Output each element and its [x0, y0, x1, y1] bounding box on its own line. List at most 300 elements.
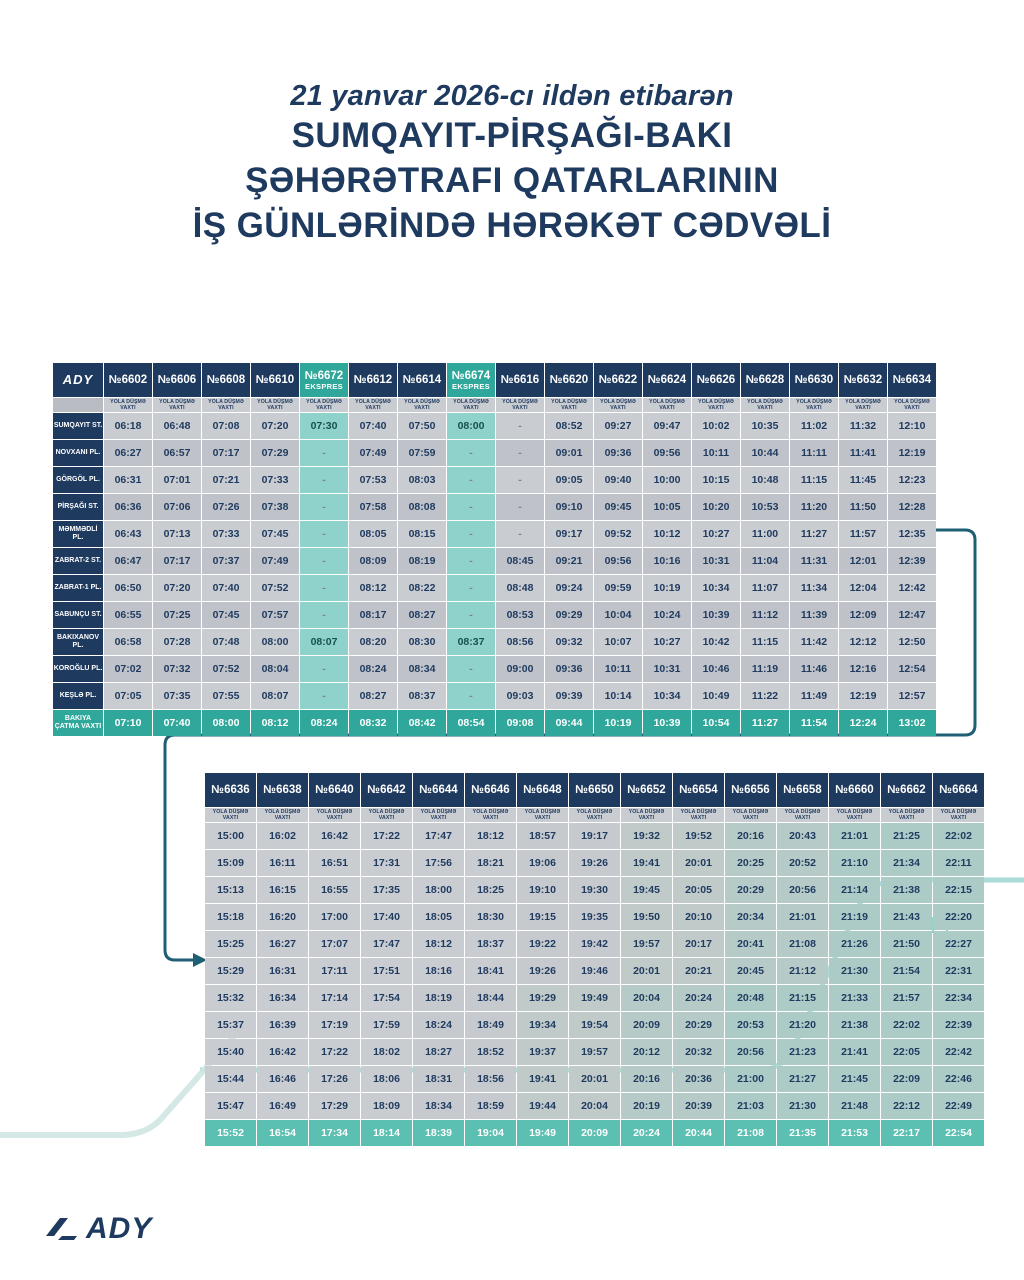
- time-cell: 21:35: [777, 1120, 828, 1146]
- time-cell: 15:44: [205, 1066, 256, 1092]
- time-cell: 11:50: [839, 494, 887, 520]
- depart-time-label: YOLA DÜŞMƏ VAXTI: [594, 398, 642, 412]
- train-number-header: [349, 363, 397, 397]
- train-number: №6612: [353, 373, 393, 386]
- ady-logo-text: ADY: [62, 372, 94, 387]
- time-cell: 17:56: [413, 850, 464, 876]
- time-cell: 08:05: [349, 521, 397, 547]
- time-cell: 07:55: [202, 683, 250, 709]
- train-number: №6660: [835, 783, 874, 796]
- time-cell: 08:24: [300, 710, 348, 736]
- time-cell: -: [447, 494, 495, 520]
- time-cell: 09:45: [594, 494, 642, 520]
- depart-time-label: YOLA DÜŞMƏ VAXTI: [881, 808, 932, 822]
- train-number-header: [569, 773, 620, 807]
- time-cell: 07:02: [104, 656, 152, 682]
- time-cell: 08:30: [398, 629, 446, 655]
- time-cell: 15:18: [205, 904, 256, 930]
- time-cell: 11:42: [790, 629, 838, 655]
- station-name: BAKIXANOV PL.: [53, 629, 103, 655]
- time-cell: 18:31: [413, 1066, 464, 1092]
- time-cell: 19:44: [517, 1093, 568, 1119]
- train-number-header: [300, 363, 348, 397]
- time-cell: 06:31: [104, 467, 152, 493]
- time-cell: 19:49: [517, 1120, 568, 1146]
- depart-time-label: YOLA DÜŞMƏ VAXTI: [839, 398, 887, 412]
- time-cell: 15:13: [205, 877, 256, 903]
- time-cell: 10:34: [643, 683, 691, 709]
- station-name: KOROĞLU PL.: [53, 656, 103, 682]
- time-cell: 09:03: [496, 683, 544, 709]
- time-cell: 20:16: [621, 1066, 672, 1092]
- time-cell: 10:20: [692, 494, 740, 520]
- time-cell: 11:39: [790, 602, 838, 628]
- train-number: №6642: [367, 783, 406, 796]
- time-cell: 12:10: [888, 413, 936, 439]
- time-cell: 08:27: [398, 602, 446, 628]
- time-cell: 21:57: [881, 985, 932, 1011]
- train-number: №6602: [108, 373, 148, 386]
- time-cell: -: [496, 467, 544, 493]
- time-cell: 20:19: [621, 1093, 672, 1119]
- train-number-header: [413, 773, 464, 807]
- time-cell: 11:11: [790, 440, 838, 466]
- time-cell: 20:48: [725, 985, 776, 1011]
- header-line-1: 21 yanvar 2026-cı ildən etibarən: [290, 80, 734, 112]
- time-cell: 10:44: [741, 440, 789, 466]
- time-cell: 11:02: [790, 413, 838, 439]
- time-cell: 08:24: [349, 656, 397, 682]
- time-cell: 18:19: [413, 985, 464, 1011]
- depart-time-label: YOLA DÜŞMƏ VAXTI: [153, 398, 201, 412]
- header-line-4: İŞ GÜNLƏRİNDƏ HƏRƏKƏT CƏDVƏLİ: [192, 205, 832, 245]
- time-cell: 07:01: [153, 467, 201, 493]
- time-cell: 12:42: [888, 575, 936, 601]
- time-cell: -: [300, 656, 348, 682]
- time-cell: 16:42: [309, 823, 360, 849]
- time-cell: -: [300, 494, 348, 520]
- depart-time-label: YOLA DÜŞMƏ VAXTI: [465, 808, 516, 822]
- time-cell: 20:01: [621, 958, 672, 984]
- time-cell: 22:05: [881, 1039, 932, 1065]
- train-number-header: [888, 363, 936, 397]
- time-cell: 19:41: [621, 850, 672, 876]
- depart-time-label: YOLA DÜŞMƏ VAXTI: [205, 808, 256, 822]
- train-number-header: [496, 363, 544, 397]
- time-cell: 21:23: [777, 1039, 828, 1065]
- time-cell: -: [447, 683, 495, 709]
- time-cell: 10:04: [594, 602, 642, 628]
- evening-schedule-table: [204, 772, 985, 1147]
- time-cell: 22:02: [881, 1012, 932, 1038]
- time-cell: 21:08: [725, 1120, 776, 1146]
- train-number-header: [361, 773, 412, 807]
- time-cell: 07:52: [202, 656, 250, 682]
- time-cell: 20:01: [569, 1066, 620, 1092]
- station-name: MƏMMƏDLİ PL.: [53, 521, 103, 547]
- time-cell: 20:56: [725, 1039, 776, 1065]
- time-cell: -: [496, 521, 544, 547]
- time-cell: 20:24: [621, 1120, 672, 1146]
- time-cell: 16:20: [257, 904, 308, 930]
- time-cell: 11:15: [741, 629, 789, 655]
- time-cell: 20:01: [673, 850, 724, 876]
- train-number: №6648: [523, 783, 562, 796]
- time-cell: 18:39: [413, 1120, 464, 1146]
- time-cell: 12:23: [888, 467, 936, 493]
- time-cell: 10:27: [643, 629, 691, 655]
- time-cell: 19:06: [517, 850, 568, 876]
- time-cell: 18:24: [413, 1012, 464, 1038]
- depart-time-label: YOLA DÜŞMƏ VAXTI: [104, 398, 152, 412]
- time-cell: -: [447, 575, 495, 601]
- depart-time-label: YOLA DÜŞMƏ VAXTI: [517, 808, 568, 822]
- time-cell: 16:39: [257, 1012, 308, 1038]
- time-cell: 11:00: [741, 521, 789, 547]
- time-cell: -: [447, 548, 495, 574]
- time-cell: 10:39: [692, 602, 740, 628]
- time-cell: 07:20: [153, 575, 201, 601]
- time-cell: 11:46: [790, 656, 838, 682]
- time-cell: 19:35: [569, 904, 620, 930]
- time-cell: 17:14: [309, 985, 360, 1011]
- time-cell: -: [496, 494, 544, 520]
- time-cell: 12:50: [888, 629, 936, 655]
- time-cell: 12:01: [839, 548, 887, 574]
- time-cell: 21:50: [881, 931, 932, 957]
- table-row: [205, 1066, 984, 1092]
- depart-time-label: YOLA DÜŞMƏ VAXTI: [888, 398, 936, 412]
- train-number-header: [104, 363, 152, 397]
- depart-time-label: YOLA DÜŞMƏ VAXTI: [673, 808, 724, 822]
- time-cell: 19:15: [517, 904, 568, 930]
- time-cell: 20:41: [725, 931, 776, 957]
- time-cell: 15:29: [205, 958, 256, 984]
- time-cell: 08:07: [251, 683, 299, 709]
- time-cell: 06:48: [153, 413, 201, 439]
- time-cell: 11:04: [741, 548, 789, 574]
- time-cell: 18:52: [465, 1039, 516, 1065]
- time-cell: 07:49: [349, 440, 397, 466]
- time-cell: 07:33: [202, 521, 250, 547]
- depart-time-label: YOLA DÜŞMƏ VAXTI: [413, 808, 464, 822]
- time-cell: 22:11: [933, 850, 984, 876]
- time-cell: 21:38: [829, 1012, 880, 1038]
- time-cell: 22:49: [933, 1093, 984, 1119]
- time-cell: 20:44: [673, 1120, 724, 1146]
- ekspres-label: EKSPRES: [305, 381, 343, 391]
- table-row: [53, 656, 936, 682]
- time-cell: 21:08: [777, 931, 828, 957]
- table-row: [53, 629, 936, 655]
- time-cell: 10:14: [594, 683, 642, 709]
- time-cell: 18:16: [413, 958, 464, 984]
- time-cell: 20:10: [673, 904, 724, 930]
- time-cell: 08:20: [349, 629, 397, 655]
- time-cell: 22:31: [933, 958, 984, 984]
- train-number-header: [594, 363, 642, 397]
- time-cell: 21:38: [881, 877, 932, 903]
- table-row: [53, 521, 936, 547]
- train-number: №6644: [419, 783, 458, 796]
- train-number-header: [673, 773, 724, 807]
- time-cell: 10:00: [643, 467, 691, 493]
- time-cell: 18:27: [413, 1039, 464, 1065]
- time-cell: 08:52: [545, 413, 593, 439]
- time-cell: -: [300, 575, 348, 601]
- time-cell: 20:16: [725, 823, 776, 849]
- time-cell: 19:04: [465, 1120, 516, 1146]
- time-cell: 09:40: [594, 467, 642, 493]
- time-cell: 12:09: [839, 602, 887, 628]
- time-cell: 07:30: [300, 413, 348, 439]
- time-cell: 09:01: [545, 440, 593, 466]
- time-cell: 12:04: [839, 575, 887, 601]
- train-number: №6646: [471, 783, 510, 796]
- depart-time-label: YOLA DÜŞMƏ VAXTI: [398, 398, 446, 412]
- time-cell: 11:19: [741, 656, 789, 682]
- time-cell: 15:37: [205, 1012, 256, 1038]
- time-cell: 12:35: [888, 521, 936, 547]
- train-number: №6610: [255, 373, 295, 386]
- time-cell: 12:28: [888, 494, 936, 520]
- time-cell: 20:29: [725, 877, 776, 903]
- time-cell: 20:09: [569, 1120, 620, 1146]
- train-number: №6658: [783, 783, 822, 796]
- train-number: №6616: [500, 373, 540, 386]
- time-cell: 21:00: [725, 1066, 776, 1092]
- train-number-header: [839, 363, 887, 397]
- time-cell: 08:27: [349, 683, 397, 709]
- time-cell: 22:27: [933, 931, 984, 957]
- time-cell: 10:12: [643, 521, 691, 547]
- time-cell: 16:42: [257, 1039, 308, 1065]
- table-row: [205, 823, 984, 849]
- time-cell: 15:40: [205, 1039, 256, 1065]
- time-cell: 07:17: [153, 548, 201, 574]
- train-number: №6654: [679, 783, 718, 796]
- time-cell: 08:07: [300, 629, 348, 655]
- time-cell: 08:22: [398, 575, 446, 601]
- time-cell: 10:46: [692, 656, 740, 682]
- train-number-header: [517, 773, 568, 807]
- ady-logo-cell: [53, 363, 103, 397]
- time-cell: 21:53: [829, 1120, 880, 1146]
- time-cell: 06:47: [104, 548, 152, 574]
- time-cell: -: [300, 467, 348, 493]
- ekspres-label: EKSPRES: [452, 381, 490, 391]
- time-cell: 09:36: [594, 440, 642, 466]
- depart-time-label: YOLA DÜŞMƏ VAXTI: [829, 808, 880, 822]
- time-cell: 19:57: [569, 1039, 620, 1065]
- time-cell: 20:21: [673, 958, 724, 984]
- time-cell: 16:55: [309, 877, 360, 903]
- train-number-header: [777, 773, 828, 807]
- time-cell: 22:39: [933, 1012, 984, 1038]
- time-cell: 08:54: [447, 710, 495, 736]
- table-row: [205, 877, 984, 903]
- time-cell: 07:45: [251, 521, 299, 547]
- time-cell: 07:53: [349, 467, 397, 493]
- time-cell: 10:34: [692, 575, 740, 601]
- train-number: №6656: [731, 783, 770, 796]
- time-cell: 12:39: [888, 548, 936, 574]
- table-row: [205, 1039, 984, 1065]
- time-cell: 10:27: [692, 521, 740, 547]
- depart-time-label: YOLA DÜŞMƏ VAXTI: [790, 398, 838, 412]
- time-cell: 08:45: [496, 548, 544, 574]
- table-row: [205, 1120, 984, 1146]
- time-cell: 18:59: [465, 1093, 516, 1119]
- train-number-header: [447, 363, 495, 397]
- time-cell: 21:30: [777, 1093, 828, 1119]
- table-row: [53, 413, 936, 439]
- depart-time-label: YOLA DÜŞMƏ VAXTI: [692, 398, 740, 412]
- time-cell: 07:08: [202, 413, 250, 439]
- time-cell: 18:00: [413, 877, 464, 903]
- train-number: №6614: [402, 373, 442, 386]
- time-cell: 15:32: [205, 985, 256, 1011]
- train-number: №6674: [451, 369, 491, 382]
- time-cell: 10:15: [692, 467, 740, 493]
- time-cell: 15:47: [205, 1093, 256, 1119]
- train-number-header: [621, 773, 672, 807]
- time-cell: 19:41: [517, 1066, 568, 1092]
- time-cell: 10:39: [643, 710, 691, 736]
- time-cell: 15:09: [205, 850, 256, 876]
- time-cell: 21:41: [829, 1039, 880, 1065]
- time-cell: 07:40: [202, 575, 250, 601]
- time-cell: 06:43: [104, 521, 152, 547]
- time-cell: 15:00: [205, 823, 256, 849]
- time-cell: 19:42: [569, 931, 620, 957]
- time-cell: 10:54: [692, 710, 740, 736]
- time-cell: 06:18: [104, 413, 152, 439]
- time-cell: 22:17: [881, 1120, 932, 1146]
- time-cell: 21:27: [777, 1066, 828, 1092]
- train-number-header: [251, 363, 299, 397]
- time-cell: 10:11: [692, 440, 740, 466]
- time-cell: 10:19: [643, 575, 691, 601]
- train-number-header: [725, 773, 776, 807]
- time-cell: 10:07: [594, 629, 642, 655]
- time-cell: 08:12: [349, 575, 397, 601]
- time-cell: 10:42: [692, 629, 740, 655]
- depart-time-label: YOLA DÜŞMƏ VAXTI: [202, 398, 250, 412]
- train-number: №6636: [211, 783, 250, 796]
- time-cell: 18:44: [465, 985, 516, 1011]
- time-cell: 22:42: [933, 1039, 984, 1065]
- time-cell: 08:34: [398, 656, 446, 682]
- footer-logo-text: ADY: [86, 1212, 153, 1245]
- train-number-header: [790, 363, 838, 397]
- depart-time-label: YOLA DÜŞMƏ VAXTI: [447, 398, 495, 412]
- time-cell: 07:28: [153, 629, 201, 655]
- time-cell: 17:19: [309, 1012, 360, 1038]
- time-cell: 07:06: [153, 494, 201, 520]
- time-cell: 17:47: [361, 931, 412, 957]
- morning-schedule-table: [52, 362, 937, 737]
- time-cell: 09:56: [594, 548, 642, 574]
- train-number: №6640: [315, 783, 354, 796]
- time-cell: 16:27: [257, 931, 308, 957]
- train-number: №6664: [939, 783, 978, 796]
- time-cell: 11:45: [839, 467, 887, 493]
- time-cell: 09:44: [545, 710, 593, 736]
- station-name: NOVXANI PL.: [53, 440, 103, 466]
- time-cell: 19:45: [621, 877, 672, 903]
- time-cell: 21:10: [829, 850, 880, 876]
- station-name: ZABRAT-1 PL.: [53, 575, 103, 601]
- time-cell: 07:50: [398, 413, 446, 439]
- time-cell: 19:17: [569, 823, 620, 849]
- time-cell: 18:12: [413, 931, 464, 957]
- time-cell: 19:37: [517, 1039, 568, 1065]
- time-cell: 07:45: [202, 602, 250, 628]
- time-cell: 15:25: [205, 931, 256, 957]
- time-cell: 11:22: [741, 683, 789, 709]
- time-cell: 16:54: [257, 1120, 308, 1146]
- time-cell: 19:32: [621, 823, 672, 849]
- train-number: №6650: [575, 783, 614, 796]
- depart-time-label: YOLA DÜŞMƏ VAXTI: [569, 808, 620, 822]
- time-cell: 06:36: [104, 494, 152, 520]
- time-cell: 09:05: [545, 467, 593, 493]
- train-number-header: [309, 773, 360, 807]
- time-cell: -: [447, 602, 495, 628]
- train-number: №6638: [263, 783, 302, 796]
- time-cell: 10:24: [643, 602, 691, 628]
- time-cell: 21:43: [881, 904, 932, 930]
- time-cell: 07:52: [251, 575, 299, 601]
- time-cell: 10:31: [692, 548, 740, 574]
- train-number-header: [933, 773, 984, 807]
- time-cell: 19:26: [517, 958, 568, 984]
- time-cell: 21:48: [829, 1093, 880, 1119]
- time-cell: -: [300, 521, 348, 547]
- time-cell: 21:01: [777, 904, 828, 930]
- train-number: №6634: [892, 373, 932, 386]
- time-cell: 20:43: [777, 823, 828, 849]
- time-cell: 20:56: [777, 877, 828, 903]
- depart-time-label: YOLA DÜŞMƏ VAXTI: [643, 398, 691, 412]
- time-cell: 18:21: [465, 850, 516, 876]
- time-cell: 20:52: [777, 850, 828, 876]
- train-number: №6652: [627, 783, 666, 796]
- time-cell: 18:14: [361, 1120, 412, 1146]
- time-cell: 22:12: [881, 1093, 932, 1119]
- time-cell: 09:29: [545, 602, 593, 628]
- time-cell: 09:59: [594, 575, 642, 601]
- time-cell: 09:24: [545, 575, 593, 601]
- depart-time-label: YOLA DÜŞMƏ VAXTI: [777, 808, 828, 822]
- time-cell: 16:15: [257, 877, 308, 903]
- time-cell: 08:42: [398, 710, 446, 736]
- time-cell: 07:26: [202, 494, 250, 520]
- time-cell: 16:11: [257, 850, 308, 876]
- table-row: [205, 1093, 984, 1119]
- time-cell: 09:36: [545, 656, 593, 682]
- poster-header: [0, 0, 1024, 249]
- time-cell: 16:51: [309, 850, 360, 876]
- table-row: [53, 602, 936, 628]
- time-cell: 10:02: [692, 413, 740, 439]
- time-cell: 08:12: [251, 710, 299, 736]
- depart-time-label: YOLA DÜŞMƏ VAXTI: [621, 808, 672, 822]
- time-cell: 09:56: [643, 440, 691, 466]
- depart-time-label: YOLA DÜŞMƏ VAXTI: [725, 808, 776, 822]
- train-number-header: [205, 773, 256, 807]
